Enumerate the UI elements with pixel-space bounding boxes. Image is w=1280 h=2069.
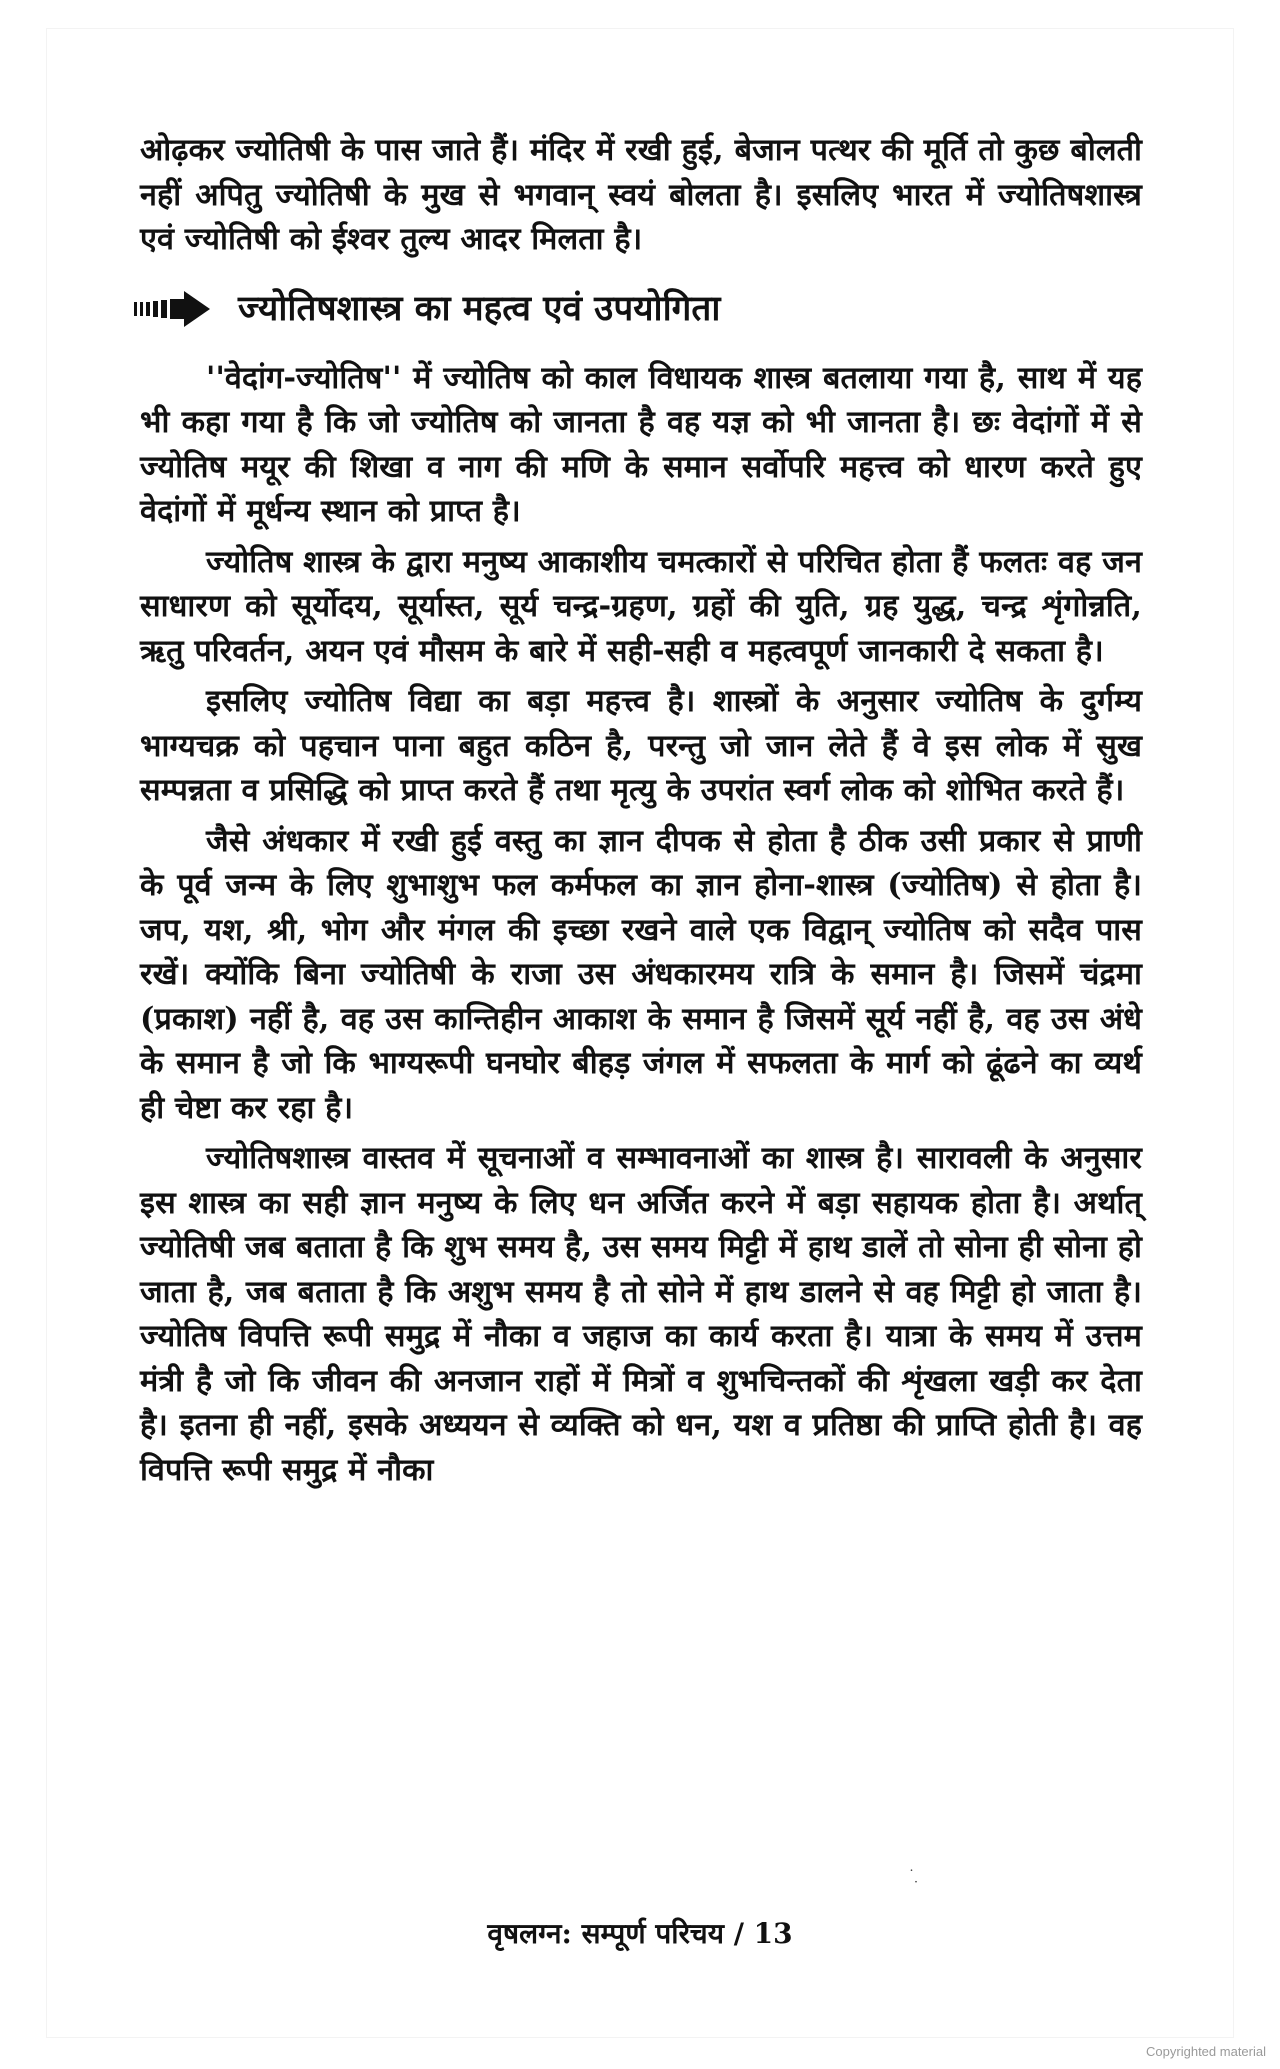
section-heading-text: ज्योतिषशास्त्र का महत्व एवं उपयोगिता <box>238 287 721 329</box>
continued-paragraph: ओढ़कर ज्योतिषी के पास जाते हैं। मंदिर में रखी हुई, बेजान पत्थर की मूर्ति तो कुछ बोलती नहीं अपितु ज्योतिषी के मुख से भगवान् स्वयं बोलता है। इसलिए भारत में ज्योतिषशास्त्र एवं ज्योतिषी को ईश्वर तुल्य आदर मिलता है। <box>140 132 1142 257</box>
page-content <box>140 128 1142 1498</box>
arrow-right-icon <box>134 289 212 329</box>
section-heading <box>134 284 1142 334</box>
paragraph-celestial: ज्योतिष शास्त्र के द्वारा मनुष्य आकाशीय चमत्कारों से परिचित होता हैं फलतः वह जन साधारण को सूर्योदय, सूर्यास्त, सूर्य चन्द्र-ग्रहण, ग्रहों की युति, ग्रह युद्ध, चन्द्र शृंगोन्नति, ऋतु परिवर्तन, अयन एवं मौसम के बारे में सही-सही व महत्वपूर्ण जानकारी दे सकता है। <box>140 543 1142 669</box>
paragraph-lamp-analogy: जैसे अंधकार में रखी हुई वस्तु का ज्ञान दीपक से होता है ठीक उसी प्रकार से प्राणी के पूर्व जन्म के लिए शुभाशुभ फल कर्मफल का ज्ञान होना-शास्त्र (ज्योतिष) से होता है। जप, यश, श्री, भोग और मंगल की इच्छा रखने वाले एक विद्वान् ज्योतिष को सदैव पास रखें। क्योंकि बिना ज्योतिषी के राजा उस अंधकारमय रात्रि के समान है। जिसमें चंद्रमा (प्रकाश) नहीं है, वह उस कान्तिहीन आकाश के समान है जिसमें सूर्य नहीं है, वह उस अंधे के समान है जो कि भाग्यरूपी घनघोर बीहड़ जंगल में सफलता के मार्ग को ढूंढने का व्यर्थ ही चेष्टा कर रहा है। <box>140 822 1142 1126</box>
paragraph-importance: इसलिए ज्योतिष विद्या का बड़ा महत्त्व है। शास्त्रों के अनुसार ज्योतिष के दुर्गम्य भाग्यचक्र को पहचान पाना बहुत कठिन है, परन्तु जो जान लेते हैं वे इस लोक में सुख सम्पन्नता व प्रसिद्धि को प्राप्त करते हैं तथा मृत्यु के उपरांत स्वर्ग लोक को शोभित करते हैं। <box>140 683 1142 808</box>
page-footer: वृषलग्न: सम्पूर्ण परिचय / 13 <box>487 1917 793 1950</box>
print-speck: ˙ ̣ <box>908 1868 920 1884</box>
paragraph-vedanga: ''वेदांग-ज्योतिष'' में ज्योतिष को काल विधायक शास्त्र बतलाया गया है, साथ में यह भी कहा गया है कि जो ज्योतिष को जानता है वह यज्ञ को भी जानता है। छः वेदांगों में से ज्योतिष मयूर की शिखा व नाग की मणि के समान सर्वोपरि महत्त्व को धारण करते हुए वेदांगों में मूर्धन्य स्थान को प्राप्त है। <box>140 359 1142 529</box>
copyright-watermark: Copyrighted material <box>1146 2044 1266 2059</box>
paragraph-saravali: ज्योतिषशास्त्र वास्तव में सूचनाओं व सम्भावनाओं का शास्त्र है। सारावली के अनुसार इस शास्त्र का सही ज्ञान मनुष्य के लिए धन अर्जित करने में बड़ा सहायक होता है। अर्थात् ज्योतिषी जब बताता है कि शुभ समय है, उस समय मिट्टी में हाथ डालें तो सोना ही सोना हो जाता है, जब बताता है कि अशुभ समय है तो सोने में हाथ डालने से वह मिट्टी हो जाता है। ज्योतिष विपत्ति रूपी समुद्र में नौका व जहाज का कार्य करता है। यात्रा के समय में उत्तम मंत्री है जो कि जीवन की अनजान राहों में मित्रों व शुभचिन्तकों की शृंखला खड़ी कर देता है। इतना ही नहीं, इसके अध्ययन से व्यक्ति को धन, यश व प्रतिष्ठा की प्राप्ति होती है। वह विपत्ति रूपी समुद्र में नौका <box>140 1140 1142 1488</box>
